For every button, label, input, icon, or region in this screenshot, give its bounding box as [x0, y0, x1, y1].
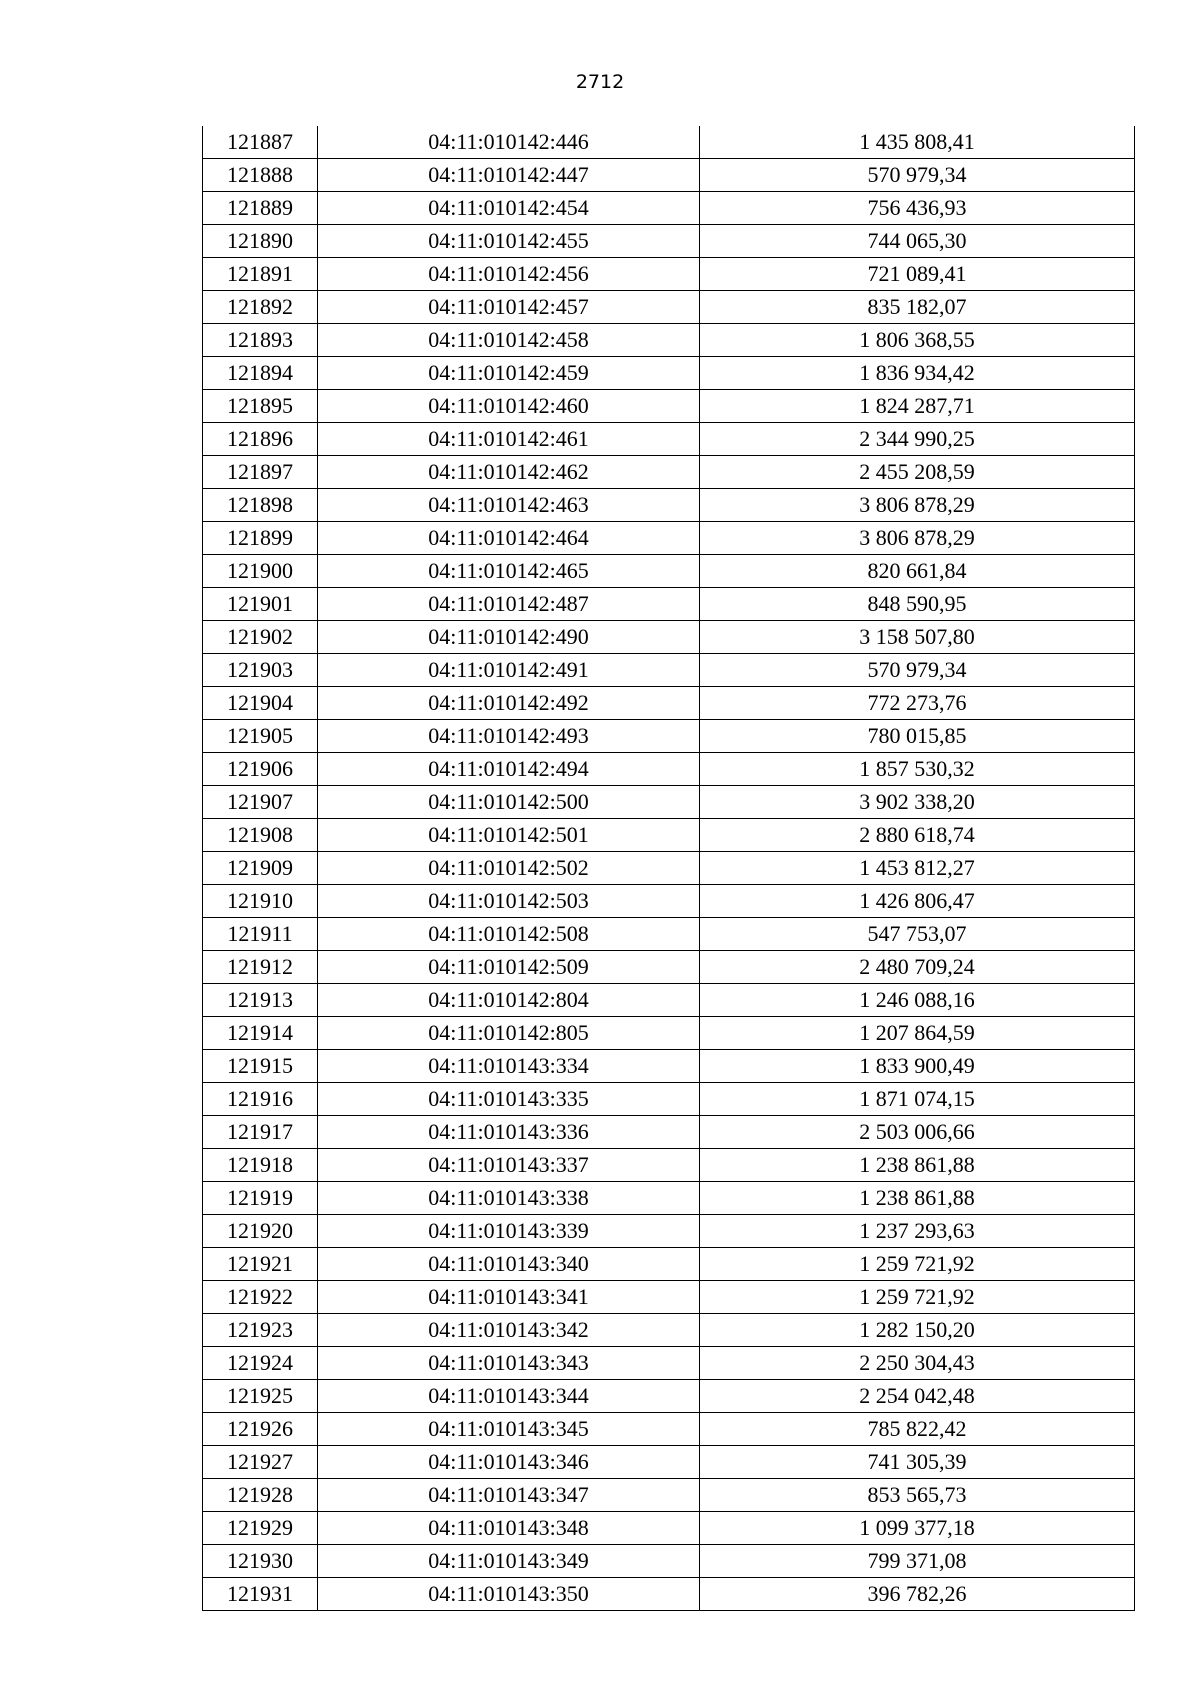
- cadastral-value-cell: 848 590,95: [700, 588, 1135, 621]
- cadastral-number-cell: 04:11:010143:341: [318, 1281, 700, 1314]
- cadastral-number-cell: 04:11:010142:462: [318, 456, 700, 489]
- row-number-cell: 121889: [203, 192, 318, 225]
- table-row: [203, 390, 1135, 423]
- row-number-cell: 121891: [203, 258, 318, 291]
- table-row: [203, 423, 1135, 456]
- cadastral-value-cell: 547 753,07: [700, 918, 1135, 951]
- row-number-cell: 121912: [203, 951, 318, 984]
- cadastral-number-cell: 04:11:010143:337: [318, 1149, 700, 1182]
- table-row: [203, 456, 1135, 489]
- table-row: [203, 1215, 1135, 1248]
- row-number-cell: 121894: [203, 357, 318, 390]
- row-number-cell: 121895: [203, 390, 318, 423]
- cadastral-number-cell: 04:11:010142:490: [318, 621, 700, 654]
- row-number-cell: 121915: [203, 1050, 318, 1083]
- cadastral-value-cell: 2 344 990,25: [700, 423, 1135, 456]
- table-row: [203, 852, 1135, 885]
- row-number-cell: 121888: [203, 159, 318, 192]
- cadastral-value-cell: 2 254 042,48: [700, 1380, 1135, 1413]
- row-number-cell: 121901: [203, 588, 318, 621]
- cadastral-value-cell: 3 158 507,80: [700, 621, 1135, 654]
- cadastral-number-cell: 04:11:010142:502: [318, 852, 700, 885]
- row-number-cell: 121919: [203, 1182, 318, 1215]
- table-row: [203, 1578, 1135, 1611]
- cadastral-number-cell: 04:11:010143:348: [318, 1512, 700, 1545]
- cadastral-number-cell: 04:11:010142:455: [318, 225, 700, 258]
- cadastral-number-cell: 04:11:010143:347: [318, 1479, 700, 1512]
- cadastral-number-cell: 04:11:010143:338: [318, 1182, 700, 1215]
- row-number-cell: 121907: [203, 786, 318, 819]
- row-number-cell: 121913: [203, 984, 318, 1017]
- table-row: [203, 522, 1135, 555]
- cadastral-number-cell: 04:11:010143:344: [318, 1380, 700, 1413]
- table-row: [203, 621, 1135, 654]
- cadastral-value-cell: 1 871 074,15: [700, 1083, 1135, 1116]
- cadastral-number-cell: 04:11:010143:342: [318, 1314, 700, 1347]
- table-row: [203, 786, 1135, 819]
- row-number-cell: 121887: [203, 126, 318, 159]
- table-row: [203, 720, 1135, 753]
- cadastral-number-cell: 04:11:010142:500: [318, 786, 700, 819]
- cadastral-value-cell: 1 238 861,88: [700, 1182, 1135, 1215]
- cadastral-value-cell: 1 435 808,41: [700, 126, 1135, 159]
- cadastral-value-cell: 744 065,30: [700, 225, 1135, 258]
- row-number-cell: 121905: [203, 720, 318, 753]
- cadastral-number-cell: 04:11:010142:493: [318, 720, 700, 753]
- row-number-cell: 121930: [203, 1545, 318, 1578]
- row-number-cell: 121918: [203, 1149, 318, 1182]
- table-row: [203, 159, 1135, 192]
- cadastral-number-cell: 04:11:010143:349: [318, 1545, 700, 1578]
- row-number-cell: 121921: [203, 1248, 318, 1281]
- cadastral-number-cell: 04:11:010142:491: [318, 654, 700, 687]
- row-number-cell: 121914: [203, 1017, 318, 1050]
- cadastral-number-cell: 04:11:010143:334: [318, 1050, 700, 1083]
- cadastral-value-cell: 1 833 900,49: [700, 1050, 1135, 1083]
- cadastral-value-cell: 2 480 709,24: [700, 951, 1135, 984]
- row-number-cell: 121910: [203, 885, 318, 918]
- row-number-cell: 121906: [203, 753, 318, 786]
- cadastral-value-cell: 780 015,85: [700, 720, 1135, 753]
- cadastral-value-cell: 2 880 618,74: [700, 819, 1135, 852]
- cadastral-number-cell: 04:11:010142:459: [318, 357, 700, 390]
- table-row: [203, 885, 1135, 918]
- cadastral-number-cell: 04:11:010142:503: [318, 885, 700, 918]
- cadastral-number-cell: 04:11:010142:804: [318, 984, 700, 1017]
- cadastral-value-cell: 1 207 864,59: [700, 1017, 1135, 1050]
- row-number-cell: 121923: [203, 1314, 318, 1347]
- cadastral-value-cell: 3 806 878,29: [700, 522, 1135, 555]
- cadastral-value-cell: 3 806 878,29: [700, 489, 1135, 522]
- row-number-cell: 121928: [203, 1479, 318, 1512]
- table-row: [203, 654, 1135, 687]
- table-row: [203, 324, 1135, 357]
- registry-table-wrapper: [202, 126, 1134, 1611]
- cadastral-value-cell: 1 824 287,71: [700, 390, 1135, 423]
- table-row: [203, 1017, 1135, 1050]
- cadastral-number-cell: 04:11:010142:458: [318, 324, 700, 357]
- cadastral-value-cell: 1 259 721,92: [700, 1248, 1135, 1281]
- table-row: [203, 588, 1135, 621]
- cadastral-value-cell: 2 455 208,59: [700, 456, 1135, 489]
- cadastral-value-cell: 1 259 721,92: [700, 1281, 1135, 1314]
- cadastral-value-cell: 1 246 088,16: [700, 984, 1135, 1017]
- cadastral-value-cell: 835 182,07: [700, 291, 1135, 324]
- cadastral-value-cell: 2 250 304,43: [700, 1347, 1135, 1380]
- table-row: [203, 489, 1135, 522]
- table-row: [203, 819, 1135, 852]
- table-row: [203, 1347, 1135, 1380]
- table-row: [203, 1248, 1135, 1281]
- row-number-cell: 121926: [203, 1413, 318, 1446]
- cadastral-value-cell: 570 979,34: [700, 159, 1135, 192]
- cadastral-value-cell: 2 503 006,66: [700, 1116, 1135, 1149]
- row-number-cell: 121904: [203, 687, 318, 720]
- cadastral-value-cell: 1 238 861,88: [700, 1149, 1135, 1182]
- row-number-cell: 121900: [203, 555, 318, 588]
- table-row: [203, 753, 1135, 786]
- cadastral-value-cell: 756 436,93: [700, 192, 1135, 225]
- cadastral-value-cell: 820 661,84: [700, 555, 1135, 588]
- table-row: [203, 1050, 1135, 1083]
- cadastral-number-cell: 04:11:010142:805: [318, 1017, 700, 1050]
- cadastral-number-cell: 04:11:010142:463: [318, 489, 700, 522]
- cadastral-number-cell: 04:11:010142:487: [318, 588, 700, 621]
- table-row: [203, 1380, 1135, 1413]
- cadastral-number-cell: 04:11:010142:460: [318, 390, 700, 423]
- cadastral-value-cell: 396 782,26: [700, 1578, 1135, 1611]
- row-number-cell: 121927: [203, 1446, 318, 1479]
- cadastral-number-cell: 04:11:010142:509: [318, 951, 700, 984]
- cadastral-value-cell: 1 806 368,55: [700, 324, 1135, 357]
- table-row: [203, 1083, 1135, 1116]
- cadastral-number-cell: 04:11:010142:508: [318, 918, 700, 951]
- table-row: [203, 357, 1135, 390]
- cadastral-number-cell: 04:11:010142:465: [318, 555, 700, 588]
- cadastral-value-cell: 741 305,39: [700, 1446, 1135, 1479]
- row-number-cell: 121920: [203, 1215, 318, 1248]
- cadastral-number-cell: 04:11:010142:494: [318, 753, 700, 786]
- table-row: [203, 1116, 1135, 1149]
- cadastral-number-cell: 04:11:010142:456: [318, 258, 700, 291]
- table-row: [203, 951, 1135, 984]
- row-number-cell: 121890: [203, 225, 318, 258]
- table-row: [203, 225, 1135, 258]
- cadastral-value-cell: 799 371,08: [700, 1545, 1135, 1578]
- table-row: [203, 555, 1135, 588]
- page-number: 2712: [575, 71, 625, 93]
- row-number-cell: 121893: [203, 324, 318, 357]
- table-row: [203, 291, 1135, 324]
- row-number-cell: 121924: [203, 1347, 318, 1380]
- row-number-cell: 121916: [203, 1083, 318, 1116]
- row-number-cell: 121911: [203, 918, 318, 951]
- table-row: [203, 1182, 1135, 1215]
- row-number-cell: 121897: [203, 456, 318, 489]
- row-number-cell: 121898: [203, 489, 318, 522]
- row-number-cell: 121909: [203, 852, 318, 885]
- registry-table-body: [203, 126, 1135, 1611]
- row-number-cell: 121896: [203, 423, 318, 456]
- cadastral-value-cell: 1 282 150,20: [700, 1314, 1135, 1347]
- cadastral-value-cell: 721 089,41: [700, 258, 1135, 291]
- table-row: [203, 1545, 1135, 1578]
- cadastral-number-cell: 04:11:010143:343: [318, 1347, 700, 1380]
- cadastral-value-cell: 785 822,42: [700, 1413, 1135, 1446]
- cadastral-value-cell: 1 099 377,18: [700, 1512, 1135, 1545]
- table-row: [203, 1413, 1135, 1446]
- row-number-cell: 121929: [203, 1512, 318, 1545]
- table-row: [203, 1281, 1135, 1314]
- cadastral-number-cell: 04:11:010143:335: [318, 1083, 700, 1116]
- cadastral-number-cell: 04:11:010143:345: [318, 1413, 700, 1446]
- cadastral-value-cell: 1 857 530,32: [700, 753, 1135, 786]
- row-number-cell: 121917: [203, 1116, 318, 1149]
- table-row: [203, 1446, 1135, 1479]
- row-number-cell: 121892: [203, 291, 318, 324]
- table-row: [203, 126, 1135, 159]
- row-number-cell: 121922: [203, 1281, 318, 1314]
- cadastral-number-cell: 04:11:010142:446: [318, 126, 700, 159]
- cadastral-value-cell: 570 979,34: [700, 654, 1135, 687]
- cadastral-value-cell: 1 453 812,27: [700, 852, 1135, 885]
- cadastral-value-cell: 853 565,73: [700, 1479, 1135, 1512]
- cadastral-number-cell: 04:11:010143:339: [318, 1215, 700, 1248]
- cadastral-number-cell: 04:11:010142:461: [318, 423, 700, 456]
- table-row: [203, 1512, 1135, 1545]
- cadastral-value-cell: 1 836 934,42: [700, 357, 1135, 390]
- cadastral-number-cell: 04:11:010142:501: [318, 819, 700, 852]
- cadastral-number-cell: 04:11:010142:457: [318, 291, 700, 324]
- cadastral-number-cell: 04:11:010143:350: [318, 1578, 700, 1611]
- table-row: [203, 258, 1135, 291]
- cadastral-number-cell: 04:11:010143:336: [318, 1116, 700, 1149]
- table-row: [203, 192, 1135, 225]
- cadastral-number-cell: 04:11:010143:346: [318, 1446, 700, 1479]
- cadastral-value-cell: 3 902 338,20: [700, 786, 1135, 819]
- cadastral-number-cell: 04:11:010142:447: [318, 159, 700, 192]
- table-row: [203, 1479, 1135, 1512]
- row-number-cell: 121903: [203, 654, 318, 687]
- table-row: [203, 1149, 1135, 1182]
- cadastral-number-cell: 04:11:010142:454: [318, 192, 700, 225]
- cadastral-number-cell: 04:11:010142:464: [318, 522, 700, 555]
- cadastral-value-cell: 1 426 806,47: [700, 885, 1135, 918]
- row-number-cell: 121899: [203, 522, 318, 555]
- table-row: [203, 1314, 1135, 1347]
- table-row: [203, 687, 1135, 720]
- cadastral-number-cell: 04:11:010142:492: [318, 687, 700, 720]
- table-row: [203, 918, 1135, 951]
- row-number-cell: 121931: [203, 1578, 318, 1611]
- row-number-cell: 121908: [203, 819, 318, 852]
- cadastral-value-cell: 772 273,76: [700, 687, 1135, 720]
- row-number-cell: 121925: [203, 1380, 318, 1413]
- registry-table: [202, 126, 1135, 1611]
- table-row: [203, 984, 1135, 1017]
- cadastral-value-cell: 1 237 293,63: [700, 1215, 1135, 1248]
- row-number-cell: 121902: [203, 621, 318, 654]
- cadastral-number-cell: 04:11:010143:340: [318, 1248, 700, 1281]
